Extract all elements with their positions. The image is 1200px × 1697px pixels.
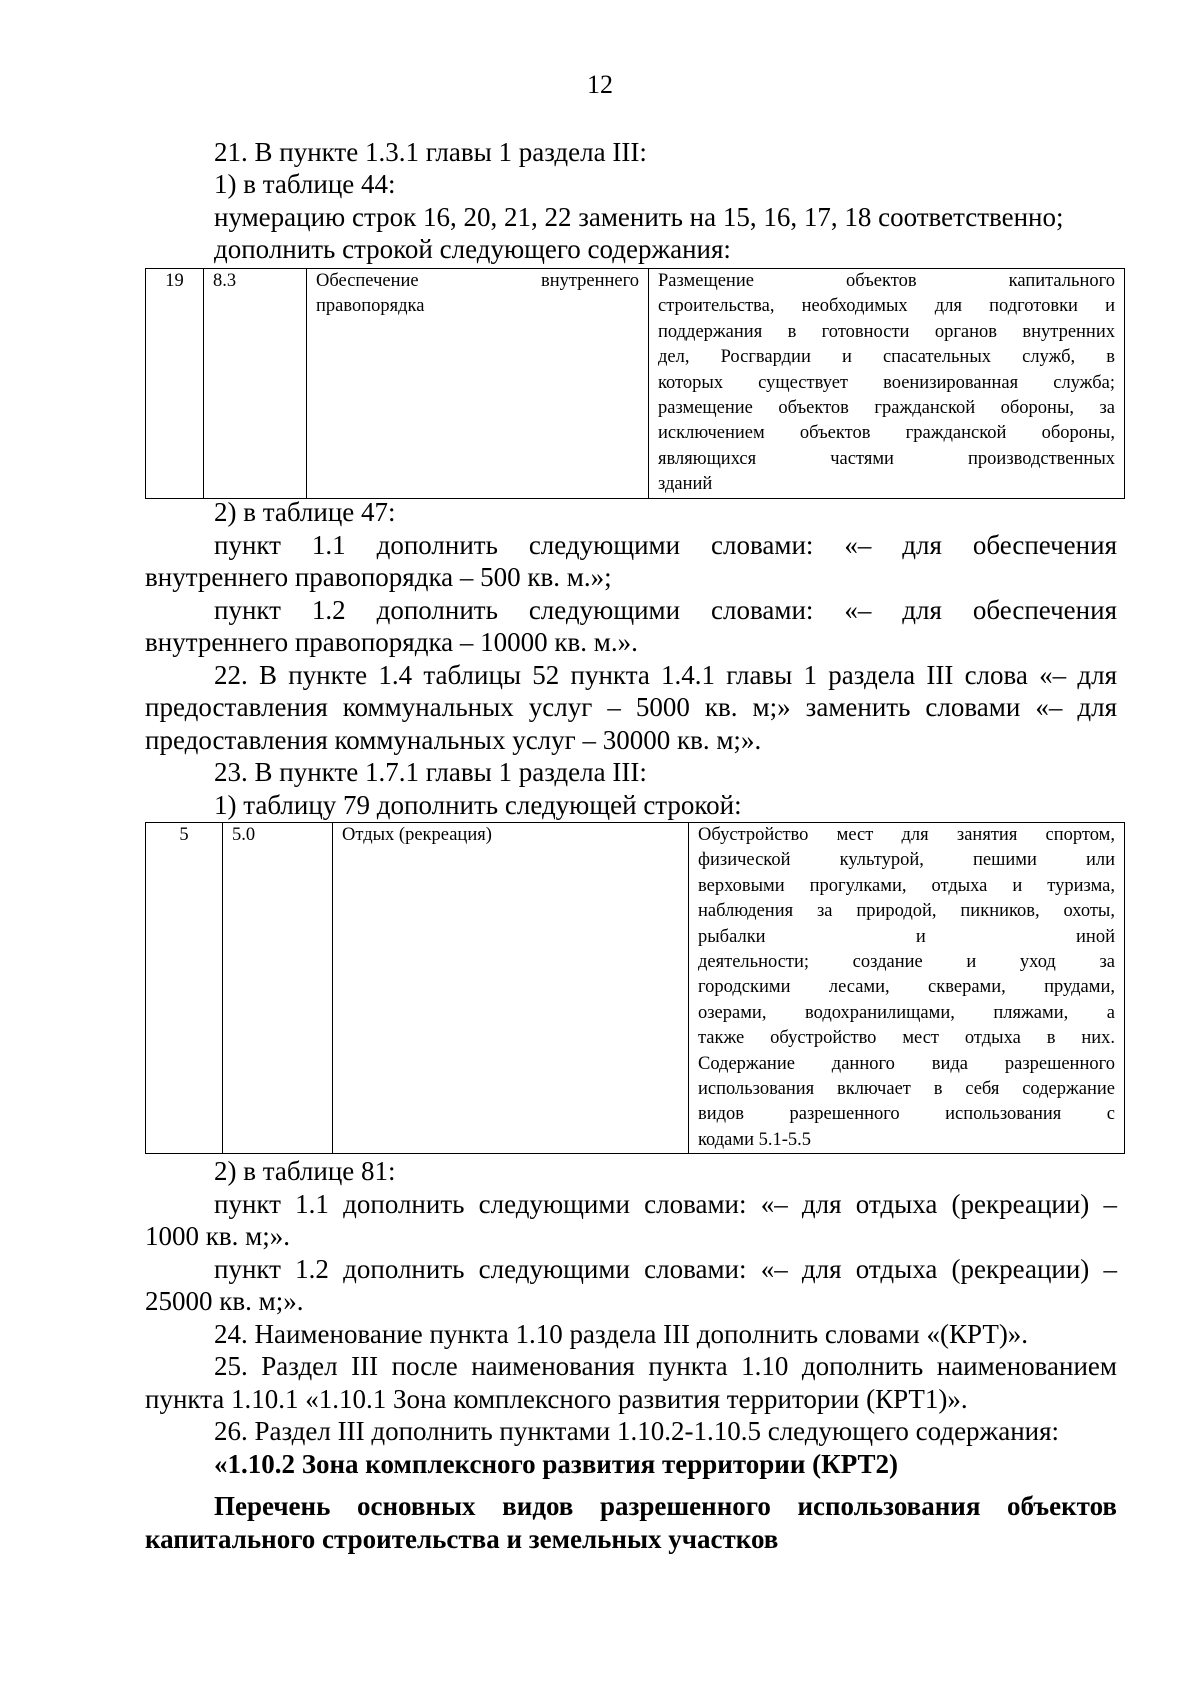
p24-line1: 24. Наименование пункта 1.10 раздела III дополнить словами «(КРТ)». bbox=[214, 1319, 1029, 1349]
p23-t81-item12-line2: 25000 кв. м;». bbox=[145, 1286, 304, 1316]
p25-line1: 25. Раздел III после наименования пункта 1.10 дополнить наименованием bbox=[214, 1351, 1117, 1381]
table44-desc-line: являющихся частями производственных bbox=[658, 448, 1115, 469]
p22-line2: предоставления коммунальных услуг – 5000 кв. м;» заменить словами «– для bbox=[145, 692, 1117, 722]
p22-line3: предоставления коммунальных услуг – 30000 кв. м;». bbox=[145, 725, 762, 755]
table79-addition bbox=[145, 822, 1125, 1154]
p23-t81-item12-line1: пункт 1.2 дополнить следующими словами: «– для отдыха (рекреации) – bbox=[214, 1254, 1117, 1284]
table79-desc-line: верховыми прогулками, отдыха и туризма, bbox=[698, 875, 1115, 896]
table79-desc-line: использования включает в себя содержание bbox=[698, 1079, 1115, 1100]
p26-line1: 26. Раздел III дополнить пунктами 1.10.2-1.10.5 следующего содержания: bbox=[214, 1416, 1060, 1446]
table44-desc-line: зданий bbox=[658, 474, 713, 495]
p25-line2: пункта 1.10.1 «1.10.1 Зона комплексного развития территории (КРТ1)». bbox=[145, 1384, 968, 1414]
table79-desc-line: Обустройство мест для занятия спортом, bbox=[698, 825, 1115, 845]
table79-desc-line: видов разрешенного использования с bbox=[698, 1104, 1115, 1125]
list-heading-line2: капитального строительства и земельных участков bbox=[145, 1524, 779, 1554]
p22-line1: 22. В пункте 1.4 таблицы 52 пункта 1.4.1 главы 1 раздела III слова «– для bbox=[214, 660, 1117, 690]
p21-t47-item11-line2: внутреннего правопорядка – 500 кв. м.»; bbox=[145, 562, 612, 592]
table79-desc-line: наблюдения за природой, пикников, охоты, bbox=[698, 901, 1115, 922]
p23-sub2: 2) в таблице 81: bbox=[214, 1156, 396, 1186]
table44-desc-line: поддержания в готовности органов внутренних bbox=[658, 321, 1115, 342]
table79-row-number: 5 bbox=[146, 823, 223, 1154]
table79-desc-line: физической культурой, пешими или bbox=[698, 850, 1115, 871]
p21-renumber: нумерацию строк 16, 20, 21, 22 заменить на 15, 16, 17, 18 соответственно; bbox=[214, 202, 1064, 232]
table79-desc-line: также обустройство мест отдыха в них. bbox=[698, 1028, 1115, 1049]
table-row bbox=[146, 823, 1125, 1154]
p23-t81-item11-line1: пункт 1.1 дополнить следующими словами: «– для отдыха (рекреации) – bbox=[214, 1189, 1117, 1219]
table79-desc-line: озерами, водохранилищами, пляжами, а bbox=[698, 1002, 1115, 1023]
p21-sub2: 2) в таблице 47: bbox=[214, 497, 396, 527]
table44-desc-line: которых существует военизированная служба; bbox=[658, 372, 1115, 393]
table44-name-word1: Обеспечение bbox=[316, 271, 419, 291]
p21-sub1: 1) в таблице 44: bbox=[214, 169, 396, 199]
table44-code: 8.3 bbox=[204, 269, 307, 499]
p21-t47-item11-line1: пункт 1.1 дополнить следующими словами: «– для обеспечения bbox=[214, 530, 1117, 560]
table79-desc-line: Содержание данного вида разрешенного bbox=[698, 1053, 1115, 1074]
table44-description-cell bbox=[649, 269, 1125, 499]
table44-desc-line: исключением объектов гражданской обороны, bbox=[658, 423, 1115, 444]
table-row bbox=[146, 269, 1125, 499]
table79-name: Отдых (рекреация) bbox=[333, 823, 689, 1154]
table44-desc-line: строительства, необходимых для подготовки и bbox=[658, 296, 1115, 317]
p23-heading: 23. В пункте 1.7.1 главы 1 раздела III: bbox=[214, 757, 647, 787]
table44-name-word3: правопорядка bbox=[316, 296, 425, 317]
table44-row-number: 19 bbox=[146, 269, 204, 499]
p21-heading: 21. В пункте 1.3.1 главы 1 раздела III: bbox=[214, 137, 647, 167]
page-number: 12 bbox=[587, 70, 613, 99]
table79-desc-line: деятельности; создание и уход за bbox=[698, 952, 1115, 973]
table79-desc-line: городскими лесами, скверами, прудами, bbox=[698, 977, 1115, 998]
table44-addition bbox=[145, 268, 1125, 499]
p21-t47-item12-line1: пункт 1.2 дополнить следующими словами: «– для обеспечения bbox=[214, 595, 1117, 625]
table79-description-cell bbox=[689, 823, 1125, 1154]
p23-t81-item11-line2: 1000 кв. м;». bbox=[145, 1221, 290, 1251]
p23-sub1: 1) таблицу 79 дополнить следующей строкой: bbox=[214, 790, 742, 820]
table44-desc-line: дел, Росгвардии и спасательных служб, в bbox=[658, 347, 1115, 368]
table44-desc-line: размещение объектов гражданской обороны, за bbox=[658, 398, 1115, 419]
p21-t47-item12-line2: внутреннего правопорядка – 10000 кв. м.». bbox=[145, 627, 638, 657]
zone-krt2-heading: «1.10.2 Зона комплексного развития территории (КРТ2) bbox=[214, 1449, 899, 1479]
table79-desc-line: рыбалки и иной bbox=[698, 926, 1115, 947]
table44-name-word2: внутреннего bbox=[540, 271, 639, 291]
table79-desc-line: кодами 5.1-5.5 bbox=[698, 1129, 812, 1150]
p21-add-row: дополнить строкой следующего содержания: bbox=[214, 234, 731, 264]
table79-code: 5.0 bbox=[223, 823, 333, 1154]
list-heading-line1: Перечень основных видов разрешенного использования объектов bbox=[214, 1491, 1117, 1521]
table44-name-cell bbox=[307, 269, 649, 499]
table44-desc-line: Размещение объектов капитального bbox=[658, 271, 1115, 291]
